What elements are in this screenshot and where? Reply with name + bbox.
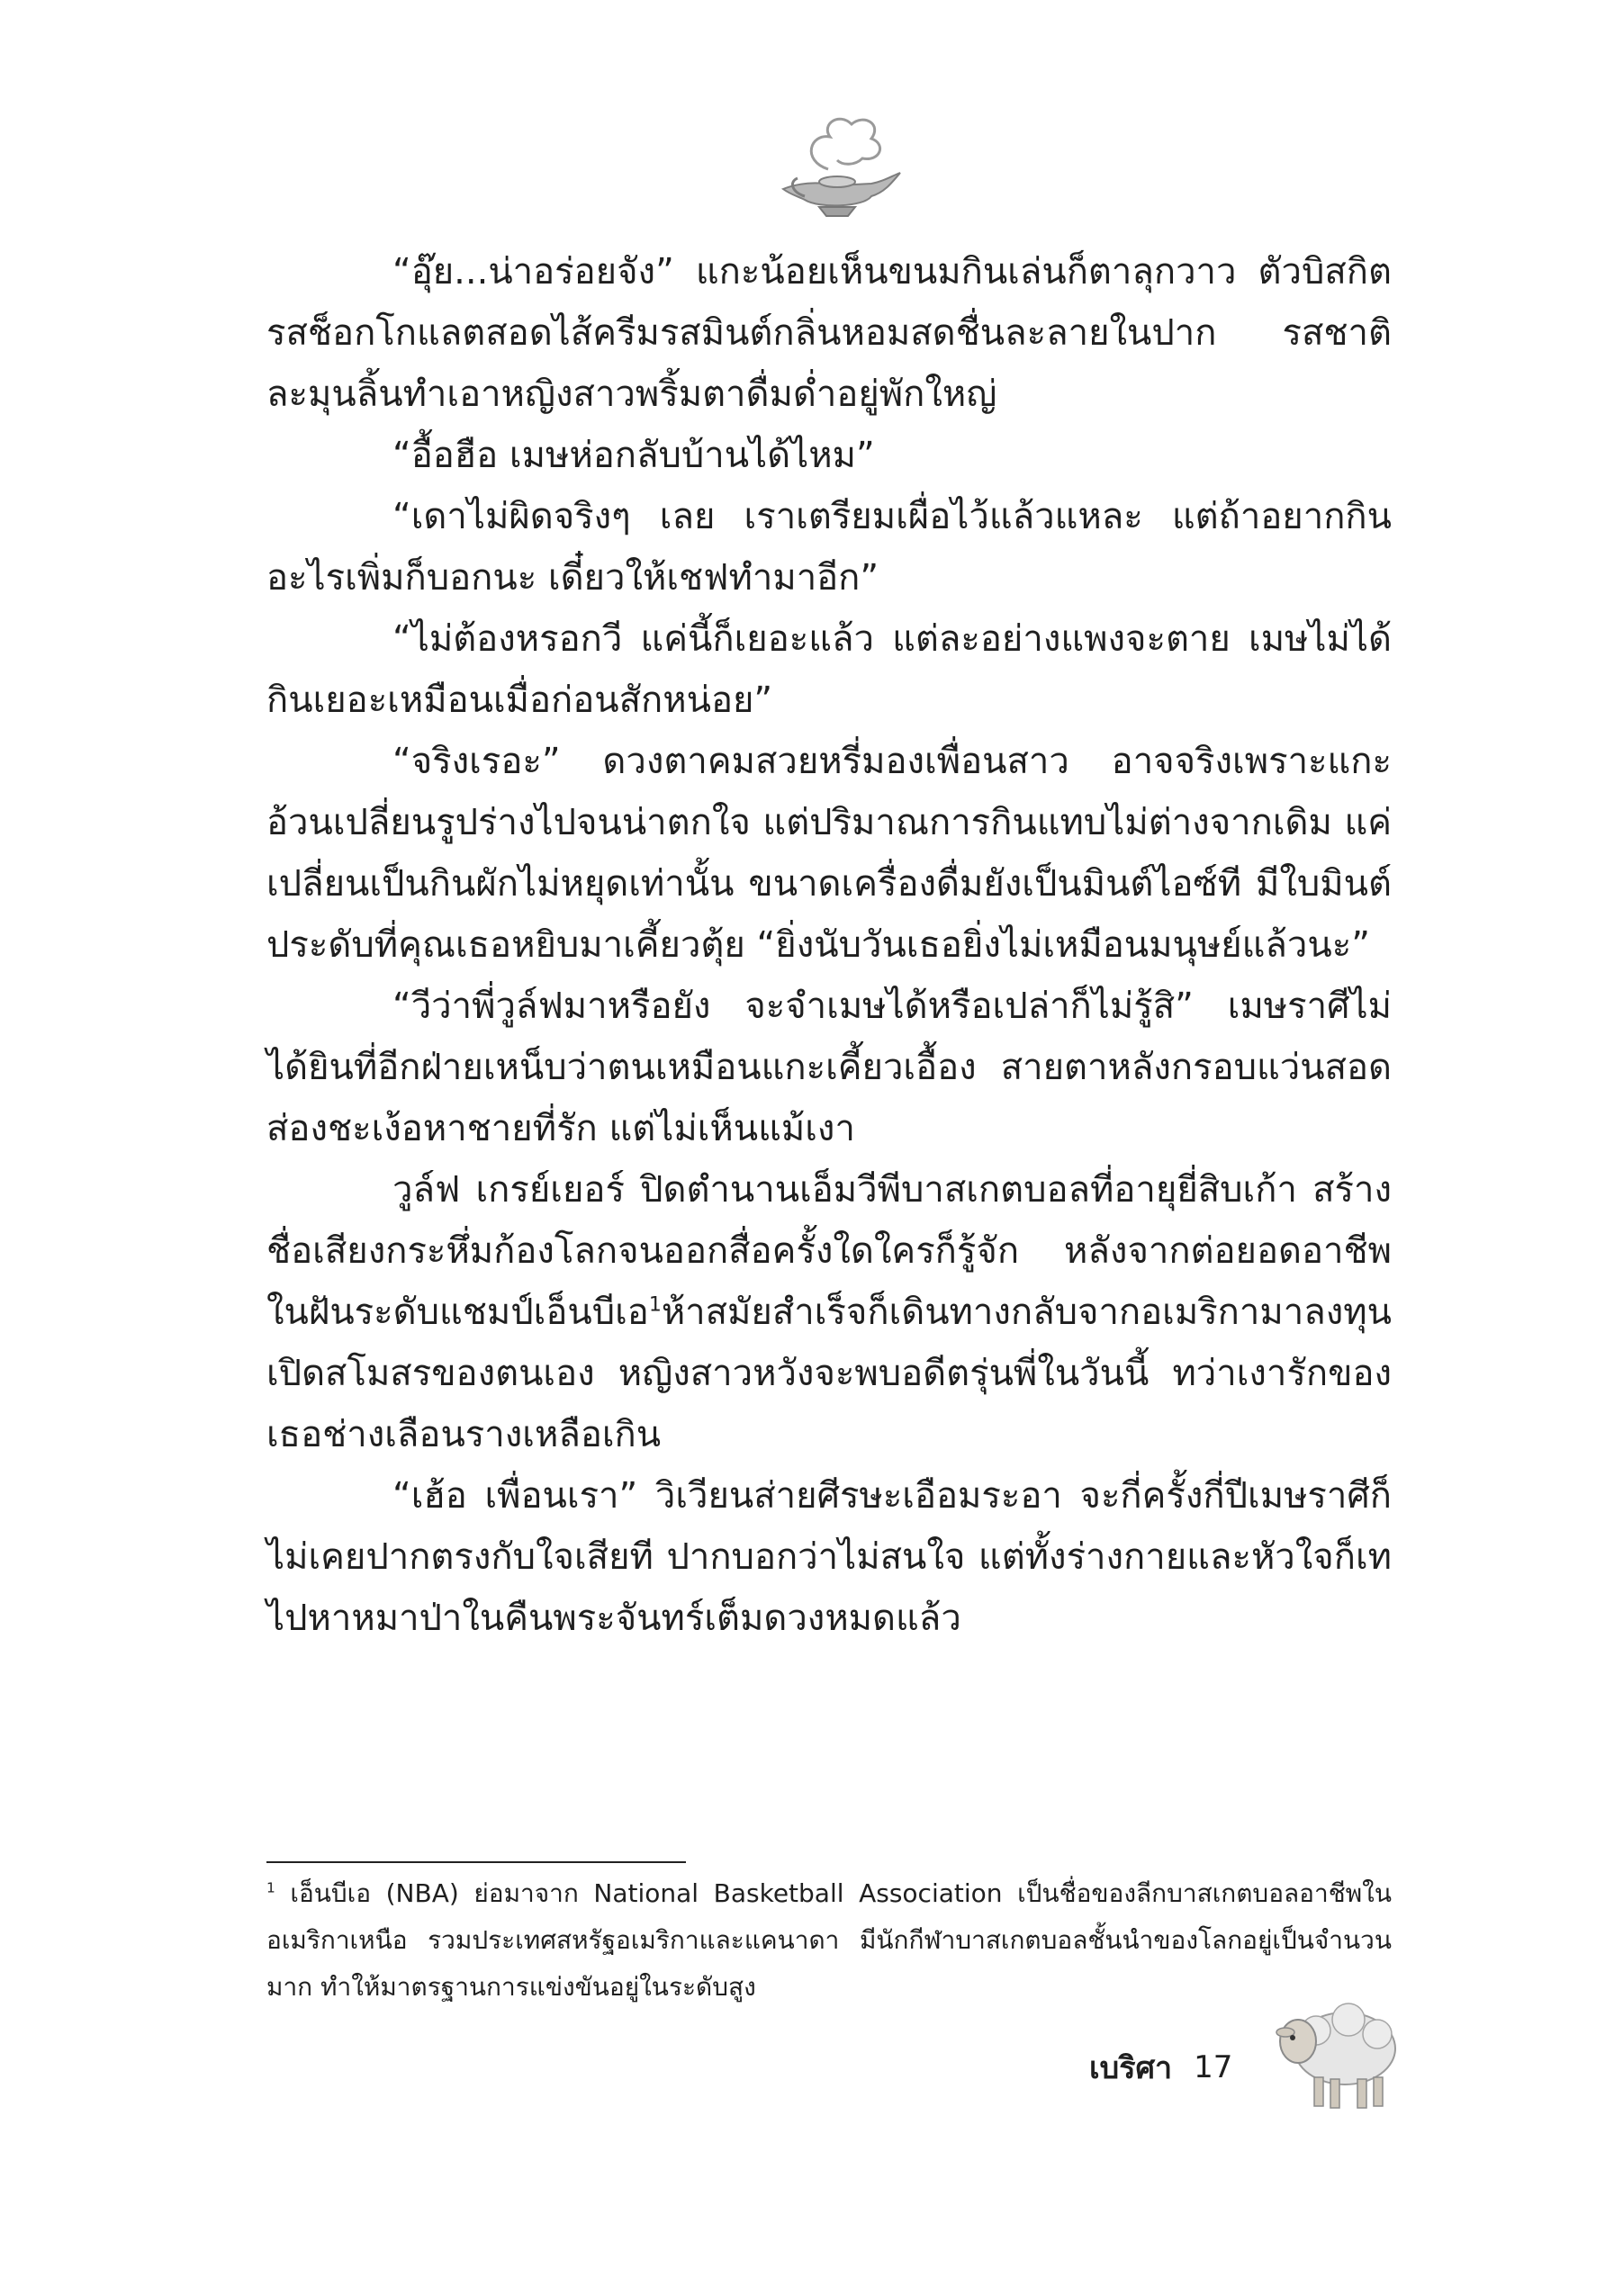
paragraph: “อื้อฮือ เมษห่อกลับบ้านได้ไหม” [392,435,875,476]
magic-lamp-icon [765,106,909,232]
running-title: เบริศา [1089,2050,1173,2086]
paragraph: “เดาไม่ผิดจริงๆ เลย เราเตรียมเผื่อไว้แล้วแหละ แต่ถ้าอยากกินอะไรเพิ่มก็บอกนะ เดี๋ยวให้เชฟทำมาอีก” [266,496,1392,599]
sheep-icon [1271,1989,1406,2115]
paragraph: “เฮ้อ เพื่อนเรา” วิเวียนส่ายศีรษะเอือมระอา จะกี่ครั้งกี่ปีเมษราศีก็ไม่เคยปากตรงกับใจเสียที ปากบอกว่าไม่สนใจ แต่ทั้งร่างกายและหัวใจก็เทไปหาหมาป่าในคืนพระจันทร์เต็มดวงหมดแล้ว [266,1475,1392,1639]
footnote-divider [266,1861,686,1863]
footnote-text: เอ็นบีเอ (NBA) ย่อมาจาก National Basketball Association เป็นชื่อของลีกบาสเกตบอลอาชีพในอเมริกาเหนือ รวมประเทศสหรัฐอเมริกาและแคนาดา มีนักกีฬาบาสเกตบอลชั้นนำของโลกอยู่เป็นจำนวนมาก ทำให้มาตรฐานการแข่งขันอยู่ในระดับสูง [266,1878,1392,2002]
paragraph: “วีว่าพี่วูล์ฟมาหรือยัง จะจำเมษได้หรือเปล่าก็ไม่รู้สิ” เมษราศีไม่ได้ยินที่อีกฝ่ายเหน็บว่าตนเหมือนแกะเคี้ยวเอื้อง สายตาหลังกรอบแว่นสอดส่องชะเง้อหาชายที่รัก แต่ไม่เห็นแม้เงา [266,986,1392,1149]
paragraph [266,1159,1392,1465]
paragraph: “ไม่ต้องหรอกวี แค่นี้ก็เยอะแล้ว แต่ละอย่างแพงจะตาย เมษไม่ได้กินเยอะเหมือนเมื่อก่อนสักหน่อย” [266,618,1392,721]
paragraph-text: วูล์ฟ เกรย์เยอร์ ปิดตำนานเอ็มวีพีบาสเกตบอลที่อายุยี่สิบเก้า สร้างชื่อเสียงกระหึ่มก้องโลกจนออกสื่อครั้งใดใครก็รู้จัก หลังจากต่อยอดอาชีพในฝันระดับแชมป์เอ็นบีเอ [266,1169,1392,1333]
footnote-marker: 1 [266,1879,275,1896]
paragraph: “จริงเรอะ” ดวงตาคมสวยหรี่มองเพื่อนสาว อาจจริงเพราะแกะอ้วนเปลี่ยนรูปร่างไปจนน่าตกใจ แต่ปริมาณการกินแทบไม่ต่างจากเดิม แค่เปลี่ยนเป็นกินผักไม่หยุดเท่านั้น ขนาดเครื่องดื่มยังเป็นมินต์ไอซ์ที มีใบมินต์ประดับที่คุณเธอหยิบมาเคี้ยวตุ้ย “ยิ่งนับวันเธอยิ่งไม่เหมือนมนุษย์แล้วนะ” [266,741,1392,966]
footnote-reference: 1 [648,1293,662,1317]
paragraph-text: ห้าสมัยสำเร็จก็เดินทางกลับจากอเมริกามาลงทุนเปิดสโมสรของตนเอง หญิงสาวหวังจะพบอดีตรุ่นพี่ในวันนี้ ทว่าเงารักของเธอช่างเลือนรางเหลือเกิน [266,1292,1392,1455]
footnote [266,1870,1392,2011]
page-number: 17 [1194,2049,1233,2085]
paragraph: “อุ๊ย...น่าอร่อยจัง” แกะน้อยเห็นขนมกินเล่นก็ตาลุกวาว ตัวบิสกิตรสช็อกโกแลตสอดไส้ครีมรสมินต์กลิ่นหอมสดชื่นละลายในปาก รสชาติละมุนลิ้นทำเอาหญิงสาวพริ้มตาดื่มด่ำอยู่พักใหญ่ [266,251,1392,415]
body-text [266,241,1392,1649]
page-footer [1089,2036,1232,2099]
